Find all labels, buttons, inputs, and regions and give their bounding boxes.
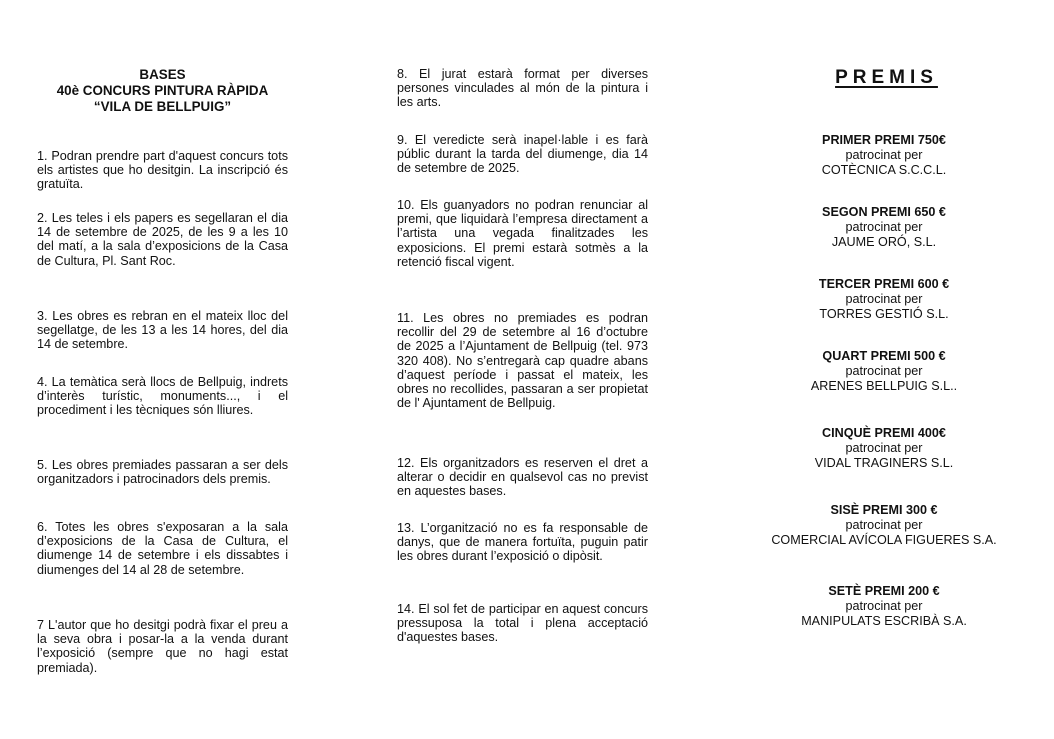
rule-5: 5. Les obres premiades passaran a ser dels organitzadors i patrocinadors dels premis.	[37, 458, 288, 487]
prize-5	[760, 426, 1008, 470]
rule-6: 6. Totes les obres s'exposaran a la sala d’exposicions de la Casa de Cultura, el diumenge 14 de setembre i els dissabtes i diumenges del 14 al 28 de setembre.	[37, 520, 288, 577]
rule-9: 9. El veredicte serà inapel·lable i es farà públic durant la tarda del diumenge, dia 14 de setembre de 2025.	[397, 133, 648, 176]
prize-sponsor: ARENES BELLPUIG S.L..	[810, 378, 958, 393]
rule-3: 3. Les obres es rebran en el mateix lloc del segellatge, de les 13 a les 14 hores, del dia 14 de setembre.	[37, 309, 288, 352]
prize-1	[760, 133, 1008, 177]
prize-7	[760, 584, 1008, 628]
prize-sponsor: COMERCIAL AVÍCOLA FIGUERES S.A.	[771, 532, 997, 547]
rule-4: 4. La temàtica serà llocs de Bellpuig, indrets d’interès turístic, monuments..., i el procediment i les tècniques són lliures.	[37, 375, 288, 418]
title-line-town: “VILA DE BELLPUIG”	[93, 99, 232, 114]
prize-name: PRIMER PREMI 750€	[822, 133, 946, 147]
prize-name: TERCER PREMI 600 €	[818, 277, 950, 291]
rule-11: 11. Les obres no premiades es podran recollir del 29 de setembre al 16 d’octubre de 2025 a l’Ajuntament de Bellpuig (tel. 973 320 408). No s’entregarà cap quadre abans d’aquest període i passat el mateix, les obres no recollides, passaran a ser propietat de l' Ajuntament de Bellpuig.	[397, 311, 648, 411]
prize-sponsor: VIDAL TRAGINERS S.L.	[814, 455, 954, 470]
rule-8: 8. El jurat estarà format per diverses persones vinculades al món de la pintura i les arts.	[397, 67, 648, 110]
prize-3	[760, 277, 1008, 321]
prize-sponsored-label: patrocinat per	[845, 147, 923, 162]
rule-7: 7 L'autor que ho desitgi podrà fixar el preu a la seva obra i posar-la a la venda durant l’exposició (sempre que no hagi estat premiada).	[37, 618, 288, 675]
prize-sponsor: JAUME ORÓ, S.L.	[831, 234, 937, 249]
prize-sponsored-label: patrocinat per	[845, 517, 923, 532]
rule-13: 13. L’organització no es fa responsable de danys, que de manera fortuïta, puguin patir les obres durant l’exposició o dipòsit.	[397, 521, 648, 564]
prize-name: CINQUÈ PREMI 400€	[822, 426, 946, 440]
prizes-title: PREMIS	[835, 67, 938, 88]
prize-sponsor: MANIPULATS ESCRIBÀ S.A.	[801, 613, 967, 628]
prize-sponsor: TORRES GESTIÓ S.L.	[819, 306, 949, 321]
rule-1: 1. Podran prendre part d'aquest concurs tots els artistes que ho desitgin. La inscripció és gratuïta.	[37, 149, 288, 192]
prize-6	[760, 503, 1008, 547]
rule-2: 2. Les teles i els papers es segellaran el dia 14 de setembre de 2025, de les 9 a les 10 del matí, a la sala d’exposicions de la Casa de Cultura, Pl. Sant Roc.	[37, 211, 288, 268]
title-line-contest: 40è CONCURS PINTURA RÀPIDA	[56, 83, 269, 98]
rule-12: 12. Els organitzadors es reserven el dret a alterar o decidir en qualsevol cas no previst en aquestes bases.	[397, 456, 648, 499]
prize-name: QUART PREMI 500 €	[822, 349, 946, 363]
rule-10: 10. Els guanyadors no podran renunciar al premi, que liquidarà l’empresa directament a l’artista una vegada finalitzades les exposicions. El premi estarà sotmès a la retenció fiscal vigent.	[397, 198, 648, 269]
prize-4	[760, 349, 1008, 393]
bases-title	[37, 67, 288, 115]
prize-sponsor: COTÈCNICA S.C.C.L.	[821, 162, 947, 177]
prize-name: SISÈ PREMI 300 €	[830, 503, 938, 517]
prize-sponsored-label: patrocinat per	[845, 440, 923, 455]
prize-sponsored-label: patrocinat per	[845, 291, 923, 306]
prize-2	[760, 205, 1008, 249]
title-line-bases: BASES	[139, 67, 186, 82]
prize-sponsored-label: patrocinat per	[845, 363, 923, 378]
prize-name: SEGON PREMI 650 €	[822, 205, 946, 219]
prize-name: SETÈ PREMI 200 €	[828, 584, 940, 598]
prize-sponsored-label: patrocinat per	[845, 219, 923, 234]
rule-14: 14. El sol fet de participar en aquest concurs pressuposa la total i plena acceptació d'aquestes bases.	[397, 602, 648, 645]
prize-sponsored-label: patrocinat per	[845, 598, 923, 613]
